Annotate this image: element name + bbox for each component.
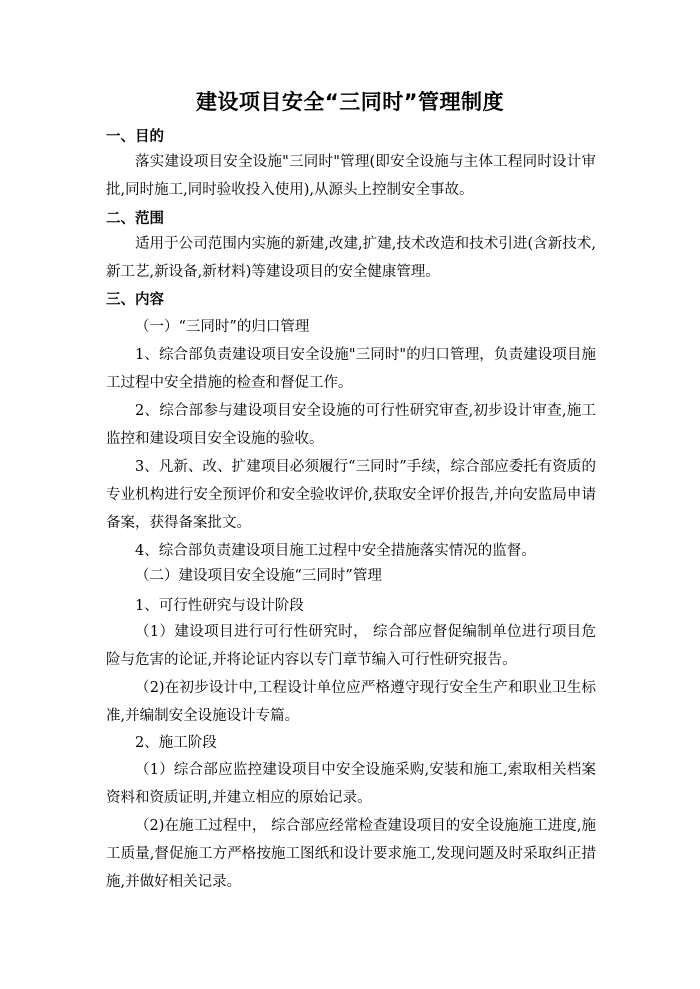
- section-heading-purpose: 一、目的: [106, 129, 164, 145]
- section-text-purpose: 落实建设项目安全设施"三同时"管理(即安全设施与主体工程同时设计审批,同时施工,同时验收投入使用),从源头上控制安全事故。: [106, 154, 596, 198]
- content-item-3: 3、凡新、改、扩建项目必须履行“三同时”手续，综合部应委托有资质的专业机构进行安全预评价和安全验收评价,获取安全评价报告,并向安监局申请备案，获得备案批文。: [106, 459, 596, 531]
- phase-title-1: 1、可行性研究与设计阶段: [135, 598, 304, 614]
- document-title: 建设项目安全“三同时”管理制度: [195, 90, 505, 114]
- phase2-item-2: （2)在施工过程中， 综合部应经常检查建设项目的安全设施施工进度,施工质量,督促施工方严格按施工图纸和设计要求施工,发现问题及时采取纠正措施,并做好相关记录。: [106, 818, 596, 890]
- phase1-item-2: （2)在初步设计中,工程设计单位应严格遵守现行安全生产和职业卫生标准,并编制安全设施设计专篇。: [106, 680, 596, 724]
- phase-title-2: 2、施工阶段: [135, 735, 217, 751]
- section-heading-scope: 二、范围: [106, 211, 164, 227]
- phase2-item-1: （1）综合部应监控建设项目中安全设施采购,安装和施工,索取相关档案资料和资质证明,并建立相应的原始记录。: [106, 762, 596, 806]
- phase1-item-1: （1）建设项目进行可行性研究时， 综合部应督促编制单位进行项目危险与危害的论证,并将论证内容以专门章节编入可行性研究报告。: [106, 624, 596, 668]
- subsection-title-1: （一）“三同时”的归口管理: [135, 319, 310, 335]
- section-heading-content: 三、内容: [106, 292, 164, 308]
- subsection-title-2: （二）建设项目安全设施“三同时”管理: [135, 568, 382, 584]
- section-text-scope: 适用于公司范围内实施的新建,改建,扩建,技术改造和技术引进(含新技术,新工艺,新设备,新材料)等建设项目的安全健康管理。: [106, 236, 596, 280]
- content-item-2: 2、综合部参与建设项目安全设施的可行性研究审查,初步设计审查,施工监控和建设项目安全设施的验收。: [106, 403, 596, 447]
- content-item-1: 1、综合部负责建设项目安全设施"三同时"的归口管理，负责建设项目施工过程中安全措施的检查和督促工作。: [106, 347, 596, 391]
- content-item-4: 4、综合部负责建设项目施工过程中安全措施落实情况的监督。: [135, 543, 536, 559]
